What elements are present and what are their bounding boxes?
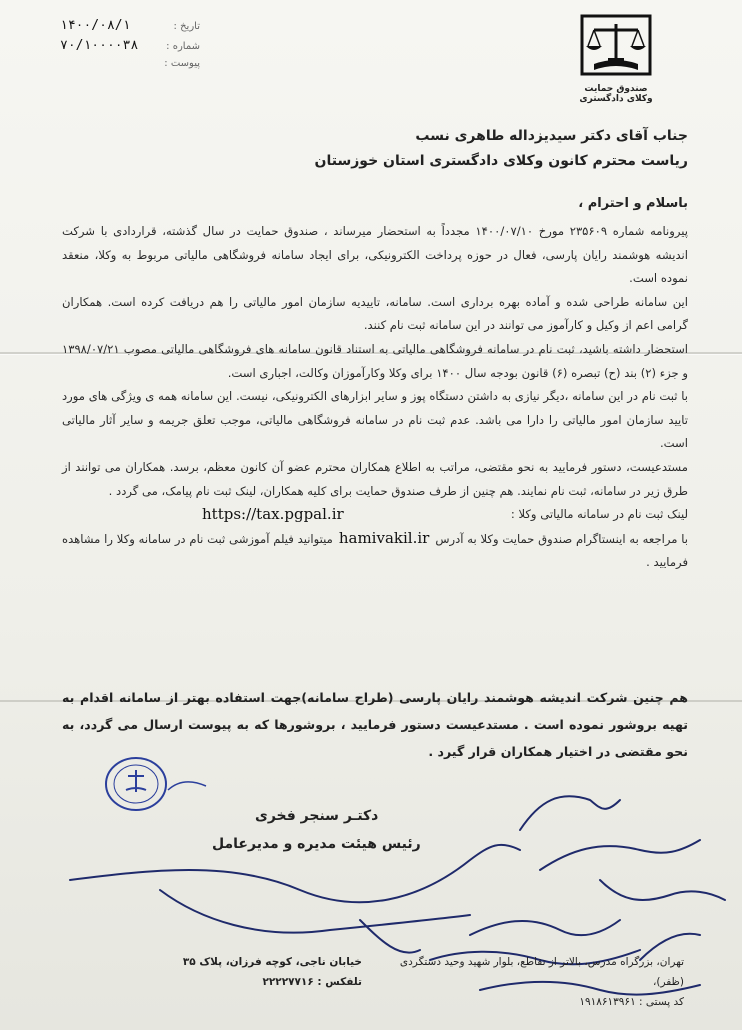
link-row — [62, 503, 688, 527]
signatory-name: دکتـر سنجر فخری — [255, 808, 379, 824]
footer-address-line: تهران، بزرگراه مدرس، بالاتر از تقاطع، بلوار شهید وحید دستگردی (ظفر)، — [399, 956, 684, 988]
date-value: ۱۴۰۰/۰۸/۱ — [60, 18, 131, 33]
signatory-title: رئیس هیئت مدیره و مدیرعامل — [212, 836, 421, 852]
recipient-block — [62, 124, 688, 174]
registration-link[interactable]: https://tax.pgpal.ir — [202, 505, 344, 524]
instagram-handle[interactable]: hamivakil.ir — [338, 528, 430, 547]
footer-contact — [72, 952, 362, 992]
paragraph: این سامانه طراحی شده و آماده بهره برداری است. سامانه، تاییدیه سازمان امور مالیاتی را هم دریافت کرده است. همکاران گرامی اعم از وکیل و کارآموز می توانند در این سامانه ثبت نام کنند. — [62, 294, 688, 333]
recipient-title: ریاست محترم کانون وکلای دادگستری استان خوزستان — [314, 153, 688, 169]
number-value: ۷۰/۱۰۰۰۰۳۸ — [60, 38, 139, 53]
paragraph: استحضار داشته باشید، ثبت نام در سامانه فروشگاهی مالیاتی به استناد قانون سامانه های فروشگاهی مالیاتی مصوب ۱۳۹۸/۰۷/۲۱ و جزء (۲) بند (ح) تبصره (۶) قانون بودجه سال ۱۴۰۰ برای وکلا وکارآموزان وکالت، اجباری است. — [62, 341, 688, 380]
brochure-paragraph: هم چنین شرکت اندیشه هوشمند رایان پارسی (طراح سامانه)جهت استفاده بهتر از سامانه اقدام به تهیه بروشور نموده است . مستدعیست دستور فرمایید ، بروشورها که به پیوست ارسال می گردد، به نحو مقتضی در اختیار همکاران قرار گیرد . — [62, 690, 688, 759]
footer-address — [384, 952, 684, 1012]
attachment-label: پیوست : — [164, 58, 200, 69]
footer-address-line2: خیابان ناجی، کوچه فرزان، پلاک ۳۵ — [182, 956, 362, 968]
paragraph: با ثبت نام در این سامانه ،دیگر نیازی به داشتن دستگاه پوز و سایر ابزارهای الکترونیکی، نیست. این سامانه همه ی ویژگی های مورد تایید سازمان امور مالیاتی را دارا می باشد. عدم ثبت نام در سامانه فروشگاهی مالیاتی، موجب تعلق جریمه و سایر آثار مالیاتی است. — [62, 389, 688, 451]
footer-postal-code: کد پستی : ۱۹۱۸۶۱۳۹۶۱ — [579, 996, 684, 1008]
organization-stamp — [98, 756, 208, 816]
link-label: لینک ثبت نام در سامانه مالیاتی وکلا : — [510, 507, 688, 522]
instagram-paragraph: با مراجعه به اینستاگرام صندوق حمایت وکلا به آدرسhamivakil.irمیتوانید فیلم آموزشی ثبت نام در سامانه وکلا را مشاهده فرمایید . — [62, 528, 688, 570]
number-label: شماره : — [166, 41, 200, 52]
paragraph: مستدعیست، دستور فرمایید به نحو مقتضی، مراتب به اطلاع همکاران محترم عضو آن کانون معظم، برسد. همکاران می توانند از طرق زیر در سامانه، ثبت نام نمایند. هم چنین از طرف صندوق حمایت برای کلیه همکاران، لینک ثبت نام پیامک، می گردد . — [62, 459, 688, 498]
greeting: باسلام و احترام ، — [578, 196, 688, 211]
paragraph: پیرونامه شماره ۲۳۵۶۰۹ مورخ ۱۴۰۰/۰۷/۱۰ مجدداً به استحضار میرساند ، صندوق حمایت در سال گذشته، قراردادی با شرکت اندیشه هوشمند رایان پارسی، فعال در حوزه پرداخت الکترونیکی، برای ایجاد سامانه فروشگاهی مالیاتی مربوط به وکلا، منعقد نموده است. — [62, 224, 688, 286]
recipient-name: جناب آقای دکتر سیدیزداله طاهری نسب — [415, 128, 688, 144]
date-label: تاریخ : — [173, 21, 200, 32]
organization-logo — [572, 14, 660, 104]
logo-caption: صندوق حمایت وکلای دادگستری — [579, 84, 653, 104]
scales-of-justice-icon — [580, 14, 652, 82]
letter-body — [62, 220, 688, 575]
letter-meta — [60, 18, 200, 78]
footer-phone: تلفکس : ۲۲۲۲۷۷۱۶ — [262, 976, 362, 988]
